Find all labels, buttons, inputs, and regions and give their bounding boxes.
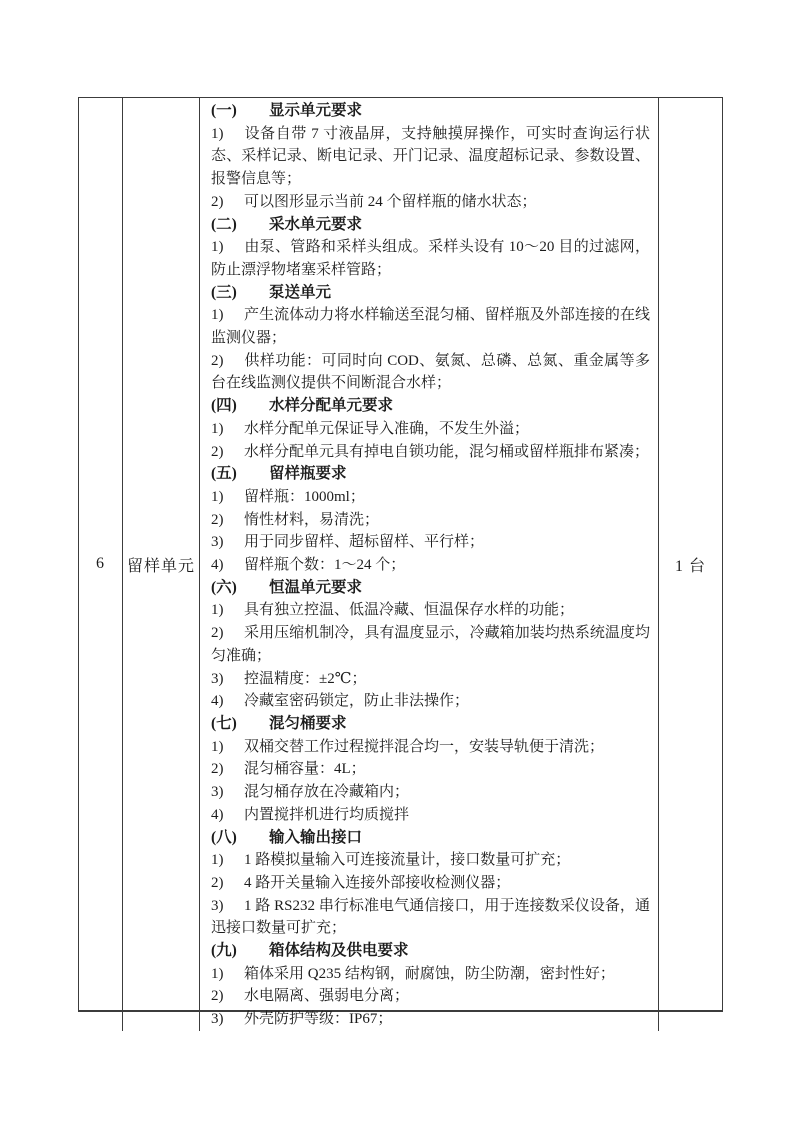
section-heading xyxy=(211,282,650,305)
section-heading xyxy=(211,395,650,418)
section-heading xyxy=(211,827,650,850)
spec-item xyxy=(211,509,650,532)
spec-item xyxy=(211,304,650,349)
item-text: 水样分配单元具有掉电自锁功能，混匀桶或留样瓶排布紧凑； xyxy=(244,443,650,460)
section-number: (九) xyxy=(211,942,237,960)
spec-item xyxy=(211,736,650,759)
item-number: 2) xyxy=(211,761,224,778)
item-text: 由泵、管路和采样头组成。采样头设有 10～20 目的过滤网，防止漂浮物堵塞采样管路； xyxy=(211,239,650,278)
item-text: 留样瓶个数：1～24 个； xyxy=(244,557,406,574)
item-number: 3) xyxy=(211,670,224,687)
row-index: 6 xyxy=(96,555,105,573)
section-heading xyxy=(211,940,650,963)
section-number: (六) xyxy=(211,578,237,596)
item-text: 外壳防护等级：IP67； xyxy=(244,1011,393,1028)
item-number: 3) xyxy=(211,784,224,801)
item-text: 双桶交替工作过程搅拌混合均一，安装导轨便于清洗； xyxy=(244,738,605,755)
item-text: 1 路模拟量输入可连接流量计，接口数量可扩充； xyxy=(244,852,571,869)
spec-item xyxy=(211,804,650,827)
section-number: (一) xyxy=(211,102,237,119)
item-text: 产生流体动力将水样输送至混匀桶、留样瓶及外部连接的在线监测仪器； xyxy=(211,307,650,347)
section-title: 混匀桶要求 xyxy=(269,714,347,732)
item-number: 2) xyxy=(211,193,224,210)
item-number: 1) xyxy=(211,307,224,324)
item-number: 1) xyxy=(211,239,224,256)
spec-item xyxy=(211,418,650,441)
spec-item xyxy=(211,236,650,281)
item-text: 供样功能：可同时向 COD、氨氮、总磷、总氮、重金属等多台在线监测仪提供不间断混合水样； xyxy=(211,352,650,392)
item-text: 采用压缩机制冷，具有温度显示，冷藏箱加装均热系统温度均匀准确； xyxy=(211,625,650,664)
section-heading xyxy=(211,214,650,237)
item-number: 1) xyxy=(211,852,224,869)
row-quantity-cell xyxy=(659,98,722,1031)
item-number: 2) xyxy=(211,874,224,891)
section-title: 留样瓶要求 xyxy=(269,465,347,483)
item-number: 2) xyxy=(211,443,224,460)
spec-item xyxy=(211,872,650,895)
section-heading xyxy=(211,463,650,486)
spec-item xyxy=(211,486,650,509)
row-index-cell xyxy=(79,98,123,1031)
section-heading xyxy=(211,577,650,600)
spec-item xyxy=(211,622,650,667)
spec-item xyxy=(211,599,650,622)
section-title: 恒温单元要求 xyxy=(269,578,363,596)
item-number: 2) xyxy=(211,511,224,528)
row-quantity: 1 台 xyxy=(674,557,706,575)
section-title: 输入输出接口 xyxy=(269,828,363,846)
item-text: 内置搅拌机进行均质搅拌 xyxy=(244,806,410,823)
item-text: 具有独立控温、低温冷藏、恒温保存水样的功能； xyxy=(244,602,575,619)
item-number: 3) xyxy=(211,897,224,914)
item-number: 4) xyxy=(211,693,224,710)
item-text: 水样分配单元保证导入准确，不发生外溢； xyxy=(244,420,530,437)
item-number: 1) xyxy=(211,738,224,755)
spec-item xyxy=(211,123,650,191)
section-number: (二) xyxy=(211,215,237,233)
section-title: 泵送单元 xyxy=(269,283,332,301)
spec-item xyxy=(211,895,650,940)
section-number: (五) xyxy=(211,465,237,483)
item-text: 混匀桶容量：4L； xyxy=(244,761,366,778)
section-title: 箱体结构及供电要求 xyxy=(269,942,409,960)
section-number: (七) xyxy=(211,714,237,732)
section-number: (四) xyxy=(211,397,237,415)
item-number: 1) xyxy=(211,965,224,982)
item-number: 2) xyxy=(211,625,224,642)
spec-item xyxy=(211,963,650,986)
spec-item xyxy=(211,690,650,713)
section-title: 水样分配单元要求 xyxy=(269,397,394,415)
item-text: 水电隔离、强弱电分离； xyxy=(244,988,410,1005)
item-text: 设备自带 7 寸液晶屏，支持触摸屏操作，可实时查询运行状态、采样记录、断电记录、开门记录、温度超标记录、参数设置、报警信息等； xyxy=(211,125,650,188)
spec-item xyxy=(211,350,650,395)
item-text: 混匀桶存放在冷藏箱内； xyxy=(244,784,410,801)
item-text: 可以图形显示当前 24 个留样瓶的储水状态； xyxy=(244,193,537,210)
spec-content xyxy=(200,98,659,1031)
item-number: 2) xyxy=(211,352,224,369)
item-number: 2) xyxy=(211,988,224,1005)
item-number: 4) xyxy=(211,806,224,823)
spec-item xyxy=(211,554,650,577)
section-heading xyxy=(211,713,650,736)
item-text: 留样瓶：1000ml； xyxy=(244,488,365,505)
spec-item xyxy=(211,985,650,1008)
spec-item xyxy=(211,531,650,554)
item-number: 1) xyxy=(211,488,224,505)
item-number: 3) xyxy=(211,534,224,551)
item-text: 控温精度：±2℃； xyxy=(244,670,367,687)
spec-item xyxy=(211,191,650,214)
section-number: (三) xyxy=(211,283,237,301)
item-number: 1) xyxy=(211,125,224,142)
item-text: 惰性材料，易清洗； xyxy=(244,511,380,528)
spec-table xyxy=(78,97,723,1028)
spec-item xyxy=(211,1008,650,1031)
item-text: 箱体采用 Q235 结构钢，耐腐蚀，防尘防潮，密封性好； xyxy=(244,965,615,982)
section-number: (八) xyxy=(211,828,237,846)
row-category-cell xyxy=(123,98,200,1031)
spec-item xyxy=(211,441,650,464)
item-number: 4) xyxy=(211,557,224,574)
item-text: 冷藏室密码锁定，防止非法操作； xyxy=(244,693,470,710)
spec-item xyxy=(211,758,650,781)
item-number: 1) xyxy=(211,420,224,437)
row-category: 留样单元 xyxy=(126,557,195,575)
spec-item xyxy=(211,668,650,691)
item-text: 用于同步留样、超标留样、平行样； xyxy=(244,534,485,551)
section-title: 显示单元要求 xyxy=(269,102,363,119)
section-heading xyxy=(211,100,650,123)
item-text: 4 路开关量输入连接外部接收检测仪器； xyxy=(244,874,511,891)
item-number: 3) xyxy=(211,1011,224,1028)
item-text: 1 路 RS232 串行标准电气通信接口，用于连接数采仪设备，通迅接口数量可扩充； xyxy=(211,897,650,937)
spec-item xyxy=(211,849,650,872)
item-number: 1) xyxy=(211,602,224,619)
spec-item xyxy=(211,781,650,804)
section-title: 采水单元要求 xyxy=(269,215,363,233)
